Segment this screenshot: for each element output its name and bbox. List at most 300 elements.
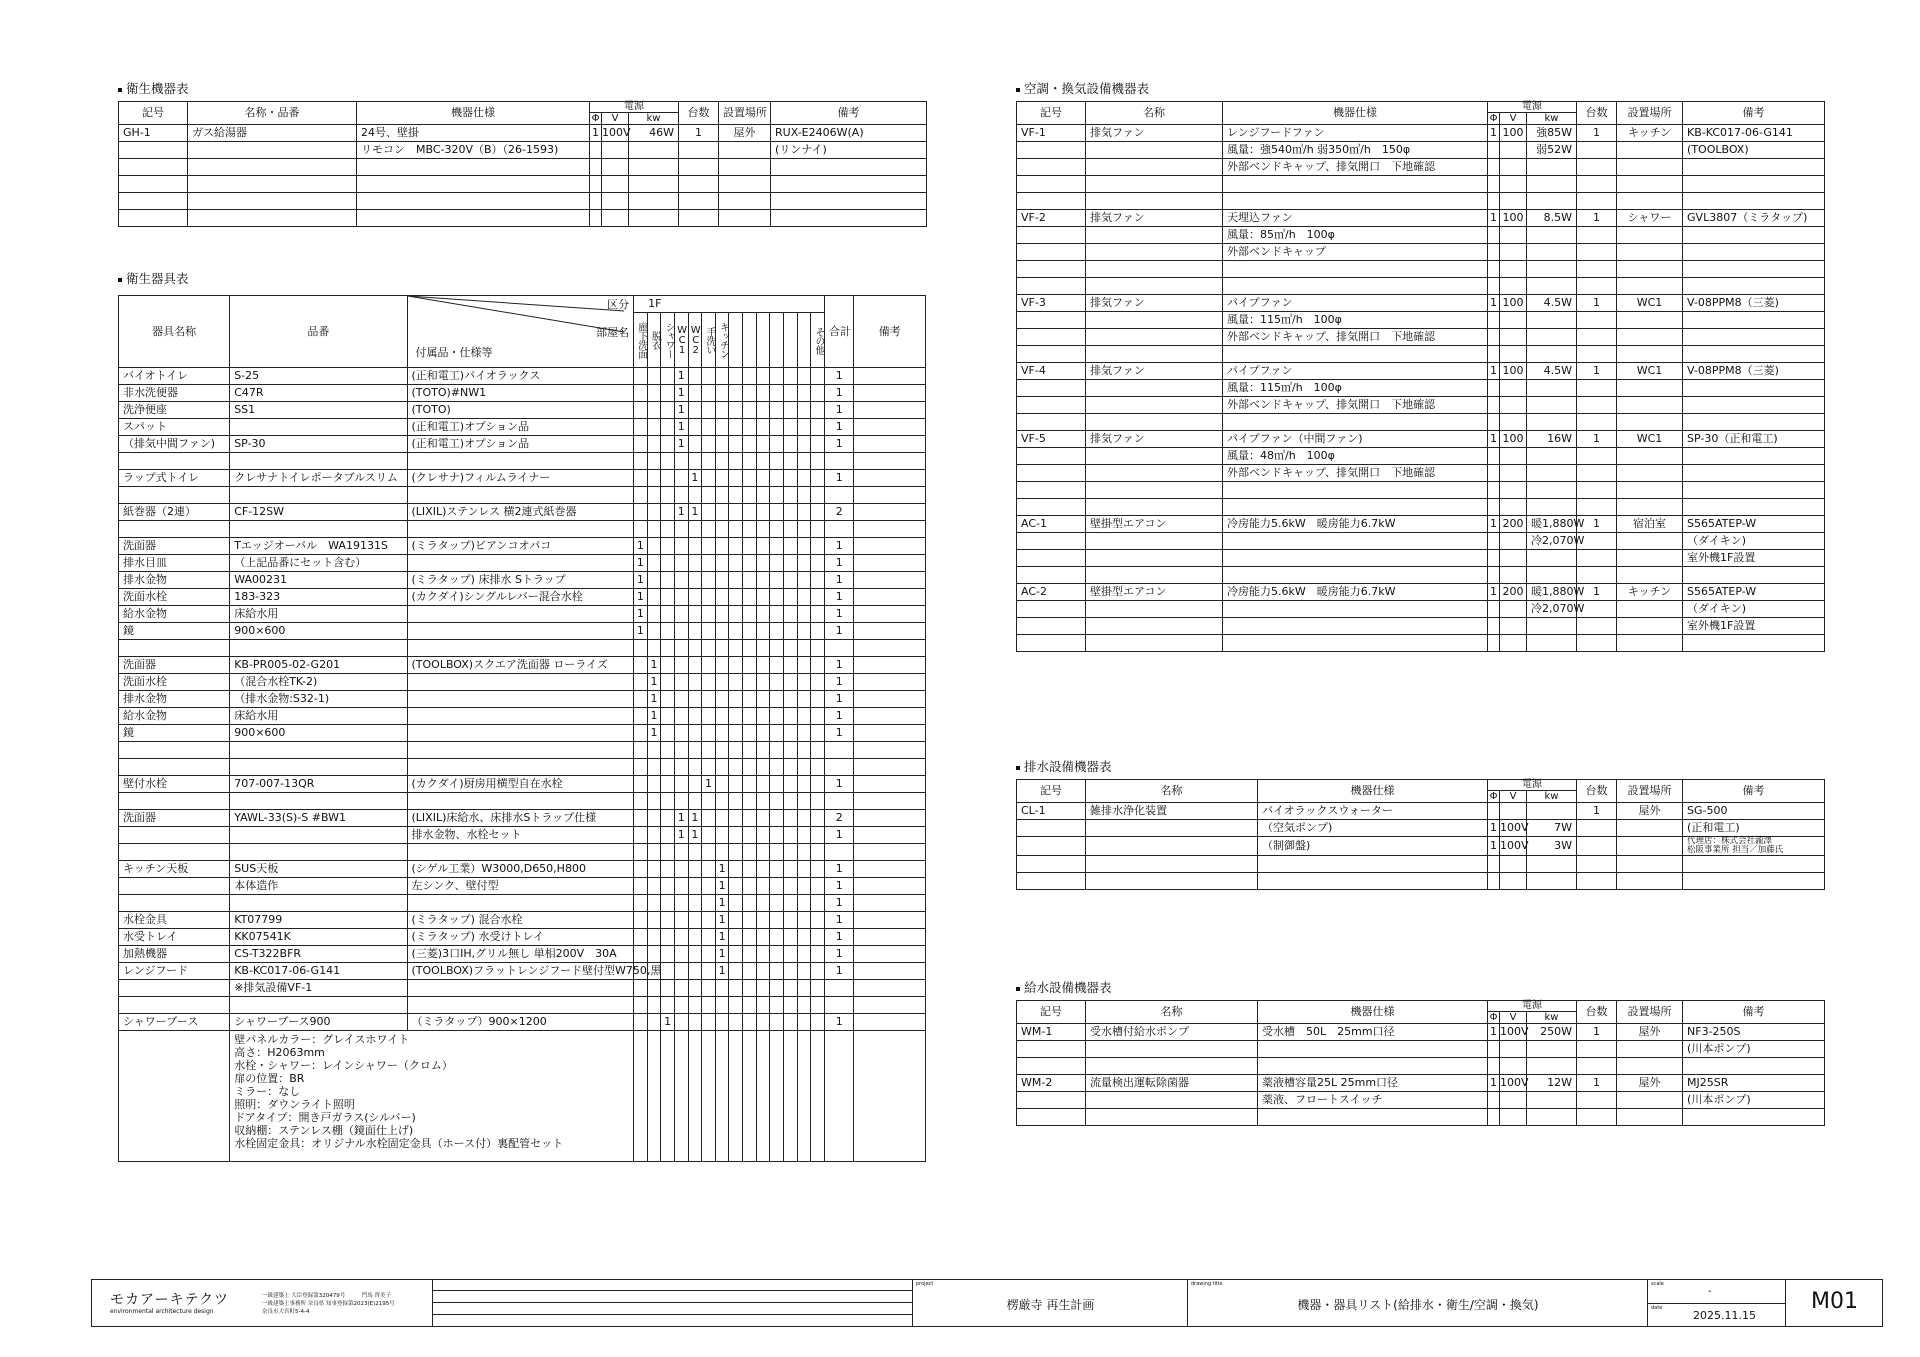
room-cell — [729, 861, 743, 878]
eisei-kigu-title: 衛生器具表 — [118, 269, 189, 287]
room-cell — [702, 453, 716, 470]
table-cell — [1577, 346, 1617, 363]
table-cell: 1 — [1577, 125, 1617, 142]
room-cell — [811, 946, 825, 963]
table-cell — [1527, 1109, 1577, 1126]
room-cell — [770, 487, 784, 504]
table-cell — [1500, 550, 1527, 567]
table-cell: 排気ファン — [1086, 125, 1223, 142]
table-cell — [1617, 1041, 1683, 1058]
table-row — [119, 538, 926, 555]
table-row — [119, 640, 926, 657]
table-cell: 加熱機器 — [119, 946, 230, 963]
room-cell — [770, 555, 784, 572]
room-cell — [811, 385, 825, 402]
room-cell — [770, 895, 784, 912]
firm-info-2: 一級建築士事務所 奈良県 知事登録第2023(E)2195号 — [262, 1301, 395, 1307]
kyusui-title: 給水設備機器表 — [1016, 978, 1112, 996]
col-header: 電源 — [1488, 780, 1577, 791]
table-cell — [679, 176, 719, 193]
table-cell — [119, 521, 230, 538]
total-cell: 1 — [825, 419, 854, 436]
room-cell — [811, 402, 825, 419]
table-cell — [715, 1031, 729, 1162]
room-cell: 1 — [688, 810, 702, 827]
table-cell: KB-KC017-06-G141 — [230, 963, 407, 980]
room-cell — [715, 589, 729, 606]
room-cell — [661, 538, 675, 555]
col-header: 設置場所 — [1617, 1001, 1683, 1024]
room-cell — [647, 844, 661, 861]
table-cell — [119, 487, 230, 504]
table-cell — [1500, 499, 1527, 516]
table-cell: (ミラタップ) 混合水栓 — [407, 912, 634, 929]
table-cell: (リンナイ) — [771, 142, 927, 159]
room-cell — [743, 725, 757, 742]
table-cell — [1577, 550, 1617, 567]
table-cell: 排気ファン — [1086, 210, 1223, 227]
table-cell — [1488, 193, 1500, 210]
room-cell — [770, 606, 784, 623]
table-row — [1017, 482, 1825, 499]
table-cell — [1683, 176, 1825, 193]
total-cell: 1 — [825, 368, 854, 385]
table-cell — [188, 193, 357, 210]
room-cell — [756, 657, 770, 674]
room-cell: 1 — [674, 419, 688, 436]
room-cell — [756, 997, 770, 1014]
table-cell: 外部ベンドキャップ、排気開口 下地確認 — [1223, 159, 1488, 176]
table-cell: 洗浄便座 — [119, 402, 230, 419]
table-cell — [230, 844, 407, 861]
room-cell — [743, 640, 757, 657]
table-cell — [119, 193, 188, 210]
room-cell — [797, 1014, 811, 1031]
table-cell — [1577, 635, 1617, 652]
table-cell — [1527, 465, 1577, 482]
table-cell — [1086, 465, 1223, 482]
room-cell — [647, 997, 661, 1014]
table-cell — [629, 193, 679, 210]
table-cell — [1617, 142, 1683, 159]
table-cell: 非水洗便器 — [119, 385, 230, 402]
table-cell — [1086, 193, 1223, 210]
table-cell: (カクダイ)厨房用横型自在水栓 — [407, 776, 634, 793]
table-cell — [629, 142, 679, 159]
table-cell — [357, 193, 590, 210]
room-cell — [647, 504, 661, 521]
room-cell — [661, 453, 675, 470]
table-row — [1017, 516, 1825, 533]
table-cell: 1 — [1488, 431, 1500, 448]
table-cell: 給水金物 — [119, 708, 230, 725]
table-cell: パイプファン（中間ファン) — [1223, 431, 1488, 448]
eisei-kiki-table — [118, 101, 927, 227]
table-cell: 宿泊室 — [1617, 516, 1683, 533]
room-cell — [661, 674, 675, 691]
room-cell — [688, 776, 702, 793]
room-cell — [770, 623, 784, 640]
room-cell — [715, 776, 729, 793]
table-cell: KK07541K — [230, 929, 407, 946]
room-cell — [688, 419, 702, 436]
total-cell: 1 — [825, 878, 854, 895]
room-cell — [783, 980, 797, 997]
room-cell — [756, 895, 770, 912]
table-cell — [602, 210, 629, 227]
table-cell: 屋外 — [1617, 803, 1683, 820]
table-cell — [1683, 346, 1825, 363]
table-row — [119, 487, 926, 504]
room-cell — [811, 827, 825, 844]
table-cell: (シゲル工業）W3000,D650,H800 — [407, 861, 634, 878]
col-header: V — [1500, 113, 1527, 125]
room-cell — [647, 623, 661, 640]
table-cell — [1017, 380, 1086, 397]
room-cell — [702, 623, 716, 640]
table-cell: 暖1,880W — [1527, 516, 1577, 533]
col-header: Φ — [590, 113, 602, 125]
table-cell — [1086, 227, 1223, 244]
biko-cell — [854, 895, 926, 912]
table-cell — [1577, 244, 1617, 261]
room-cell — [729, 640, 743, 657]
table-cell — [230, 759, 407, 776]
room-cell — [674, 861, 688, 878]
room-cell — [715, 759, 729, 776]
table-row — [1017, 312, 1825, 329]
room-cell — [661, 606, 675, 623]
table-cell: 壁掛型エアコン — [1086, 584, 1223, 601]
total-cell: 1 — [825, 623, 854, 640]
table-cell — [1500, 397, 1527, 414]
room-cell — [729, 776, 743, 793]
table-cell — [1086, 820, 1258, 837]
room-cell — [674, 589, 688, 606]
table-cell — [1527, 803, 1577, 820]
table-cell: 100 — [1500, 431, 1527, 448]
table-row — [119, 776, 926, 793]
room-cell — [811, 997, 825, 1014]
table-cell — [1488, 176, 1500, 193]
table-cell: 室外機1F設置 — [1683, 550, 1825, 567]
table-cell: VF-2 — [1017, 210, 1086, 227]
room-cell — [661, 895, 675, 912]
table-cell: 排気ファン — [1086, 295, 1223, 312]
table-cell — [1086, 482, 1223, 499]
table-cell: 46W — [629, 125, 679, 142]
room-cell — [770, 793, 784, 810]
col-header: 機器仕様 — [1258, 780, 1488, 803]
table-cell — [1086, 261, 1223, 278]
room-cell — [770, 861, 784, 878]
table-cell — [679, 210, 719, 227]
table-cell — [1488, 465, 1500, 482]
col-header: 品番 — [230, 296, 407, 368]
table-cell — [1488, 244, 1500, 261]
room-cell — [729, 878, 743, 895]
table-cell: S565ATEP-W — [1683, 584, 1825, 601]
table-cell: 室外機1F設置 — [1683, 618, 1825, 635]
room-cell — [647, 521, 661, 538]
table-cell: 洗面水栓 — [119, 589, 230, 606]
table-cell — [1488, 142, 1500, 159]
table-cell: 24号、壁掛 — [357, 125, 590, 142]
table-cell: 冷2,070W — [1527, 601, 1577, 618]
table-cell — [1527, 397, 1577, 414]
table-cell: 100 — [1500, 125, 1527, 142]
room-cell: 1 — [715, 929, 729, 946]
table-cell — [1017, 856, 1086, 873]
table-cell: 900×600 — [230, 623, 407, 640]
col-header: V — [1500, 791, 1527, 803]
table-cell: (TOOLBOX)スクエア洗面器 ローライズ — [407, 657, 634, 674]
table-cell — [1017, 414, 1086, 431]
table-cell — [119, 142, 188, 159]
table-cell: AC-2 — [1017, 584, 1086, 601]
room-cell — [688, 368, 702, 385]
table-cell — [602, 193, 629, 210]
room-cell — [783, 878, 797, 895]
table-cell: 16W — [1527, 431, 1577, 448]
room-cell — [661, 776, 675, 793]
table-cell — [1617, 482, 1683, 499]
room-cell — [634, 980, 648, 997]
room-cell — [797, 708, 811, 725]
room-cell — [797, 946, 811, 963]
room-cell — [756, 742, 770, 759]
room-cell — [688, 725, 702, 742]
table-cell — [1223, 567, 1488, 584]
room-cell — [661, 385, 675, 402]
table-cell — [230, 793, 407, 810]
table-cell: 1 — [1577, 210, 1617, 227]
biko-cell — [854, 742, 926, 759]
kubun-label: 区分 — [607, 298, 630, 311]
table-cell: 排水目皿 — [119, 555, 230, 572]
table-cell: WA00231 — [230, 572, 407, 589]
col-header: 名称・品番 — [188, 102, 357, 125]
room-cell — [729, 997, 743, 1014]
table-row — [119, 210, 927, 227]
table-cell — [1086, 142, 1223, 159]
room-cell — [770, 691, 784, 708]
table-cell: 代理店：株式会社瀧澤 松阪事業所 担当／加藤氏 — [1683, 837, 1825, 856]
room-cell — [743, 368, 757, 385]
table-cell — [1577, 142, 1617, 159]
room-cell — [756, 555, 770, 572]
room-cell — [702, 759, 716, 776]
room-cell — [811, 419, 825, 436]
room-cell — [661, 589, 675, 606]
room-cell — [756, 436, 770, 453]
room-cell — [661, 844, 675, 861]
table-cell: (TOOLBOX)フラットレンジフード壁付型W750,黒 — [407, 963, 634, 980]
total-cell: 2 — [825, 504, 854, 521]
table-cell — [1500, 1109, 1527, 1126]
room-cell — [729, 946, 743, 963]
table-cell: 薬液槽容量25L 25mm口径 — [1258, 1075, 1488, 1092]
table-cell — [1488, 601, 1500, 618]
room-cell — [743, 436, 757, 453]
table-row — [119, 980, 926, 997]
room-cell — [647, 555, 661, 572]
biko-cell — [854, 912, 926, 929]
room-cell — [729, 827, 743, 844]
room-cell — [715, 657, 729, 674]
biko-cell — [854, 368, 926, 385]
table-cell: クレサナトイレポータブルスリム — [230, 470, 407, 487]
room-cell — [797, 929, 811, 946]
table-cell — [1617, 176, 1683, 193]
room-cell — [797, 487, 811, 504]
table-cell — [1086, 312, 1223, 329]
table-cell: 1 — [679, 125, 719, 142]
table-cell: 弱52W — [1527, 142, 1577, 159]
total-cell: 1 — [825, 776, 854, 793]
biko-cell — [854, 436, 926, 453]
col-header: 電源 — [590, 102, 679, 113]
col-header: 機器仕様 — [357, 102, 590, 125]
table-cell — [188, 210, 357, 227]
table-cell: VF-1 — [1017, 125, 1086, 142]
table-cell — [1577, 261, 1617, 278]
total-cell: 1 — [825, 538, 854, 555]
room-cell — [811, 708, 825, 725]
room-cell — [661, 912, 675, 929]
table-cell — [629, 210, 679, 227]
room-cell — [797, 844, 811, 861]
table-cell — [1527, 414, 1577, 431]
table-row — [1017, 380, 1825, 397]
table-cell: バイオラックスウォーター — [1258, 803, 1488, 820]
table-cell: 水受トレイ — [119, 929, 230, 946]
table-cell — [230, 487, 407, 504]
table-cell: 本体造作 — [230, 878, 407, 895]
biko-cell — [854, 623, 926, 640]
table-cell — [119, 793, 230, 810]
col-header: 電源 — [1488, 102, 1577, 113]
table-cell — [1577, 227, 1617, 244]
room-cell — [783, 861, 797, 878]
table-cell — [1223, 482, 1488, 499]
table-cell — [1488, 1109, 1500, 1126]
room-cell — [674, 980, 688, 997]
room-cell — [702, 895, 716, 912]
room-cell — [674, 521, 688, 538]
table-cell — [1683, 244, 1825, 261]
room-cell — [743, 1014, 757, 1031]
room-cell — [634, 827, 648, 844]
room-cell — [729, 572, 743, 589]
room-cell — [729, 402, 743, 419]
table-cell: ラップ式トイレ — [119, 470, 230, 487]
room-cell — [770, 640, 784, 657]
table-cell — [1488, 278, 1500, 295]
table-cell — [407, 521, 634, 538]
table-cell — [1683, 261, 1825, 278]
room-cell — [756, 640, 770, 657]
table-cell: 外部ベンドキャップ、排気開口 下地確認 — [1223, 329, 1488, 346]
room-cell — [634, 776, 648, 793]
table-cell — [230, 521, 407, 538]
table-cell — [1500, 176, 1527, 193]
room-cell — [743, 963, 757, 980]
room-header: シャワー — [661, 313, 675, 368]
table-cell: （混合水栓TK-2) — [230, 674, 407, 691]
table-cell — [119, 980, 230, 997]
col-header: 台数 — [679, 102, 719, 125]
table-cell: 壁付水栓 — [119, 776, 230, 793]
room-cell — [797, 742, 811, 759]
table-cell — [407, 691, 634, 708]
room-cell — [647, 419, 661, 436]
room-cell — [811, 980, 825, 997]
table-cell: SS1 — [230, 402, 407, 419]
room-cell — [674, 487, 688, 504]
room-cell — [743, 997, 757, 1014]
table-cell — [590, 176, 602, 193]
room-cell — [756, 827, 770, 844]
table-cell — [1086, 567, 1223, 584]
room-cell — [661, 436, 675, 453]
table-cell: 屋外 — [1617, 1024, 1683, 1041]
col-header: V — [1500, 1012, 1527, 1024]
table-cell — [230, 997, 407, 1014]
room-cell — [797, 385, 811, 402]
room-cell — [674, 555, 688, 572]
table-cell: レンジフードファン — [1223, 125, 1488, 142]
biko-cell — [854, 963, 926, 980]
table-cell: （上記品番にセット含む） — [230, 555, 407, 572]
biko-cell — [854, 929, 926, 946]
table-cell — [1017, 499, 1086, 516]
room-cell — [797, 793, 811, 810]
room-cell — [770, 402, 784, 419]
room-cell — [688, 487, 702, 504]
table-row — [119, 623, 926, 640]
biko-cell — [854, 776, 926, 793]
room-cell — [797, 368, 811, 385]
room-cell — [634, 742, 648, 759]
table-cell — [1017, 1058, 1086, 1075]
room-cell — [770, 844, 784, 861]
room-cell — [811, 436, 825, 453]
table-cell — [1683, 414, 1825, 431]
room-cell: 1 — [647, 674, 661, 691]
table-row — [119, 125, 927, 142]
col-header: 合計 — [825, 296, 854, 368]
biko-cell — [854, 521, 926, 538]
room-cell — [661, 657, 675, 674]
room-cell — [715, 419, 729, 436]
table-cell — [1577, 499, 1617, 516]
room-cell — [661, 878, 675, 895]
room-cell — [702, 521, 716, 538]
table-row — [119, 742, 926, 759]
table-cell: (クレサナ)フィルムライナー — [407, 470, 634, 487]
table-cell — [1500, 465, 1527, 482]
room-cell — [702, 878, 716, 895]
room-cell — [702, 708, 716, 725]
room-cell — [770, 759, 784, 776]
table-cell — [1017, 533, 1086, 550]
room-cell — [647, 402, 661, 419]
col-header: 備考 — [1683, 102, 1825, 125]
table-row — [119, 555, 926, 572]
room-cell — [661, 793, 675, 810]
table-cell — [1017, 261, 1086, 278]
